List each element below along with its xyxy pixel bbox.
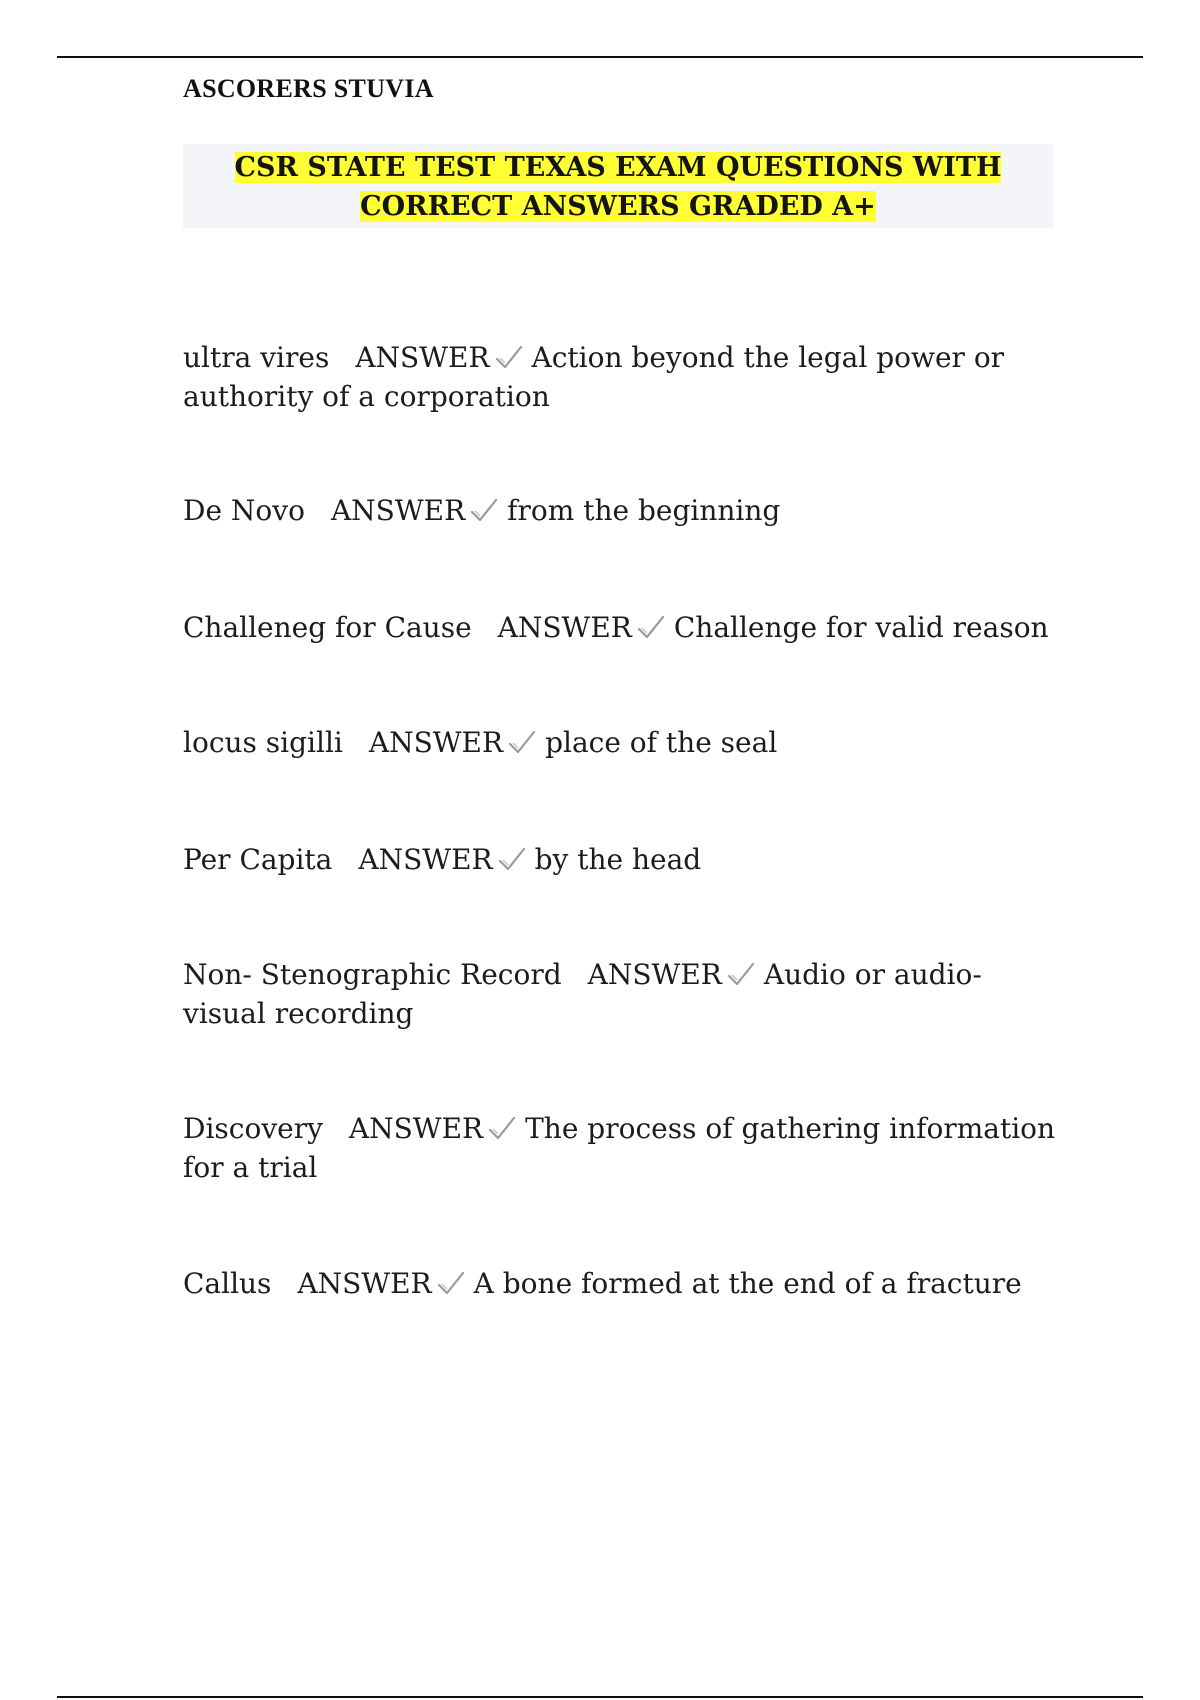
qa-item xyxy=(183,840,1063,879)
qa-term: Discovery xyxy=(183,1112,323,1145)
qa-item xyxy=(183,723,1063,762)
qa-item xyxy=(183,1109,1063,1187)
qa-term: ultra vires xyxy=(183,341,330,374)
check-mark-icon xyxy=(436,1270,466,1296)
bottom-rule xyxy=(57,1696,1143,1698)
qa-definition: The process of gathering information for a trial xyxy=(183,1112,1056,1184)
answer-label: ANSWER xyxy=(358,843,493,876)
document-title: CSR STATE TEST TEXAS EXAM QUESTIONS WITH CORRECT ANSWERS GRADED A+ xyxy=(234,152,1002,222)
title-box xyxy=(183,144,1053,228)
qa-term: Challeneg for Cause xyxy=(183,611,472,644)
qa-item xyxy=(183,1264,1063,1303)
answer-label: ANSWER xyxy=(355,341,490,374)
answer-label: ANSWER xyxy=(348,1112,484,1145)
check-mark-icon xyxy=(494,344,524,370)
qa-item xyxy=(183,955,1063,1033)
qa-definition: by the head xyxy=(534,843,702,876)
qa-definition: Audio or audio-visual recording xyxy=(183,958,982,1030)
qa-item xyxy=(183,338,1063,416)
qa-term: De Novo xyxy=(183,494,305,527)
check-mark-icon xyxy=(636,614,666,640)
answer-label: ANSWER xyxy=(368,726,504,759)
document-header: ASCORERS STUVIA xyxy=(183,74,434,103)
qa-definition: Challenge for valid reason xyxy=(673,611,1049,644)
qa-item xyxy=(183,491,1063,530)
check-mark-icon xyxy=(497,846,527,872)
answer-label: ANSWER xyxy=(587,958,722,991)
answer-label: ANSWER xyxy=(297,1267,432,1300)
qa-term: Non- Stenographic Record xyxy=(183,958,562,991)
qa-definition: from the beginning xyxy=(507,494,781,527)
check-mark-icon xyxy=(487,1115,517,1141)
check-mark-icon xyxy=(469,497,499,523)
qa-definition: place of the seal xyxy=(545,726,778,759)
qa-term: Per Capita xyxy=(183,843,333,876)
check-mark-icon xyxy=(726,961,756,987)
check-mark-icon xyxy=(507,729,537,755)
answer-label: ANSWER xyxy=(497,611,632,644)
qa-term: Callus xyxy=(183,1267,272,1300)
qa-definition: Action beyond the legal power or authority of a corporation xyxy=(183,341,1005,413)
qa-definition: A bone formed at the end of a fracture xyxy=(473,1267,1022,1300)
qa-term: locus sigilli xyxy=(183,726,343,759)
answer-label: ANSWER xyxy=(330,494,466,527)
top-rule xyxy=(57,56,1143,58)
qa-item xyxy=(183,608,1063,647)
